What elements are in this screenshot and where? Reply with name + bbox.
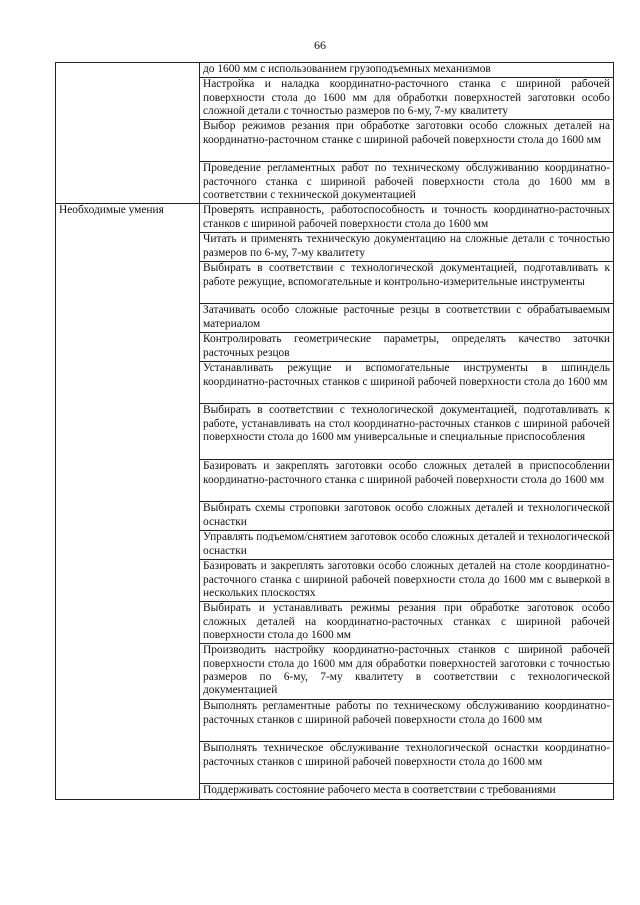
table-cell: Управлять подъемом/снятием заготовок особо сложных деталей и технологической оснастки xyxy=(200,531,614,560)
table-cell: Производить настройку координатно-расточных станков с шириной рабочей поверхности стола до 1600 мм для обработки поверхностей заготовки с точностью размеров по 6-му, 7-му квалитету в соответствии с технологической документацией xyxy=(200,644,614,700)
table-cell: Настройка и наладка координатно-расточного станка с шириной рабочей поверхности стола до 1600 мм для обработки поверхностей заготовки особо сложной детали с точностью размеров по 6-му, 7-му квалитету xyxy=(200,78,614,120)
table-cell: Выбор режимов резания при обработке заготовки особо сложных деталей на координатно-расточном станке с шириной рабочей поверхности стола до 1600 мм xyxy=(200,120,614,162)
table-cell: Выполнять регламентные работы по техническому обслуживанию координатно-расточных станков с шириной рабочей поверхности стола до 1600 мм xyxy=(200,700,614,742)
table-cell: Читать и применять техническую документацию на сложные детали с точностью размеров по 6-му, 7-му квалитету xyxy=(200,233,614,262)
row-label-skills: Необходимые умения xyxy=(56,204,200,799)
table-cell: Проверять исправность, работоспособность и точность координатно-расточных станков с шириной рабочей поверхности стола до 1600 мм xyxy=(200,204,614,233)
page-number: 66 xyxy=(314,38,326,52)
competency-table xyxy=(55,62,614,800)
table-cell: Выбирать в соответствии с технологической документацией, подготавливать к работе, устанавливать на стол координатно-расточных станков с шириной рабочей поверхности стола до 1600 мм универсальные и специальные приспособления xyxy=(200,404,614,460)
table-cell: Выбирать и устанавливать режимы резания при обработке заготовок особо сложных деталей на координатно-расточных станках с шириной рабочей поверхности стола до 1600 мм xyxy=(200,602,614,644)
table-cell: Проведение регламентных работ по техническому обслуживанию координатно-расточного станка с шириной рабочей поверхности стола до 1600 мм в соответствии с технической документацией xyxy=(200,162,614,204)
table-row xyxy=(56,204,614,233)
table-cell: Базировать и закреплять заготовки особо сложных деталей на столе координатно-расточного станка с шириной рабочей поверхности стола до 1600 мм с выверкой в нескольких плоскостях xyxy=(200,560,614,602)
table-cell: до 1600 мм с использованием грузоподъемных механизмов xyxy=(200,63,614,78)
table-cell: Выбирать схемы строповки заготовок особо сложных деталей и технологической оснастки xyxy=(200,502,614,531)
table-cell: Затачивать особо сложные расточные резцы в соответствии с обрабатываемым материалом xyxy=(200,304,614,333)
table-cell: Выполнять техническое обслуживание технологической оснастки координатно-расточных станков с шириной рабочей поверхности стола до 1600 мм xyxy=(200,742,614,784)
table-cell: Контролировать геометрические параметры, определять качество заточки расточных резцов xyxy=(200,333,614,362)
row-label-empty xyxy=(56,63,200,204)
table-row xyxy=(56,63,614,78)
table-cell: Поддерживать состояние рабочего места в соответствии с требованиями xyxy=(200,784,614,799)
table-cell: Устанавливать режущие и вспомогательные инструменты в шпиндель координатно-расточных станков с шириной рабочей поверхности стола до 1600 мм xyxy=(200,362,614,404)
table-cell: Выбирать в соответствии с технологической документацией, подготавливать к работе режущие, вспомогательные и контрольно-измерительные инструменты xyxy=(200,262,614,304)
table-cell: Базировать и закреплять заготовки особо сложных деталей в приспособлении координатно-расточного станка с шириной рабочей поверхности стола до 1600 мм xyxy=(200,460,614,502)
